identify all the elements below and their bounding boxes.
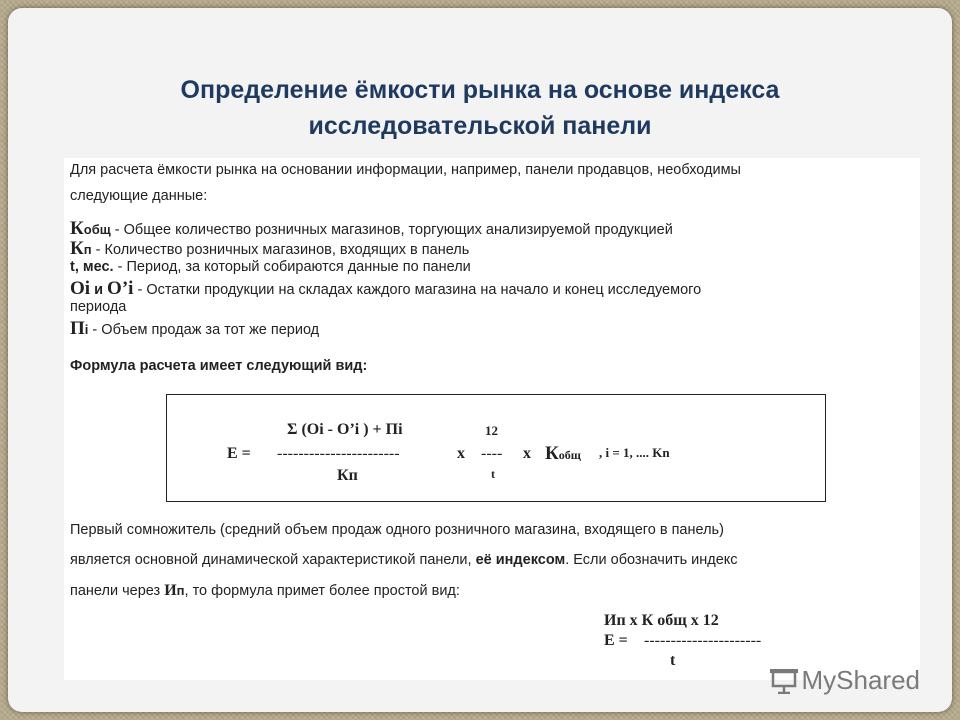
formula2-numerator: Ип х К общ х 12 bbox=[604, 612, 719, 629]
formula-kobsh: Кобщ bbox=[545, 443, 581, 464]
para-line-2: является основной динамической характеристикой панели, её индексом. Если обозначить индекс bbox=[70, 552, 738, 568]
def-pi: Пi - Объем продаж за тот же период bbox=[70, 318, 320, 339]
formula-times-1: х bbox=[457, 445, 465, 462]
def-kobsh: Кобщ - Общее количество розничных магазинов, торгующих анализируемой продукцией bbox=[70, 218, 673, 239]
def-oi: Оi и О’i - Остатки продукции на складах каждого магазина на начало и конец исследуемого bbox=[70, 278, 702, 299]
formula2-denominator: t bbox=[670, 652, 676, 669]
title-line-2: исследовательской панели bbox=[308, 112, 652, 140]
formula-numerator: Σ (Оi - О’i ) + Пi bbox=[287, 421, 403, 438]
slide-title bbox=[68, 72, 892, 144]
presentation-icon bbox=[770, 668, 798, 694]
watermark bbox=[770, 665, 921, 696]
formula-index-range: , i = 1, .... Kn bbox=[599, 445, 670, 460]
formula-lhs: Е = bbox=[227, 445, 251, 462]
para-line-1: Первый сомножитель (средний объем продаж одного розничного магазина, входящего в панель) bbox=[70, 522, 724, 538]
def-t: t, мес. - Период, за который собираются данные по панели bbox=[70, 259, 471, 275]
para-line-3: панели через Ип, то формула примет более простой вид: bbox=[70, 582, 460, 599]
formula-times-2: х bbox=[523, 445, 531, 462]
formula-12: 12 bbox=[485, 423, 498, 438]
formula-fraction-line: ----------------------- bbox=[277, 445, 400, 462]
title-line-1: Определение ёмкости рынка на основе индекса bbox=[180, 76, 780, 104]
formula-t: t bbox=[491, 467, 495, 481]
formula-heading: Формула расчета имеет следующий вид: bbox=[70, 358, 368, 374]
formula-fraction-line-2: ---- bbox=[481, 445, 503, 462]
watermark-text: MyShared bbox=[801, 665, 920, 695]
def-period: периода bbox=[70, 299, 127, 315]
formula2-fraction-line: ---------------------- bbox=[644, 632, 762, 649]
formula2-lhs: Е = bbox=[604, 632, 628, 649]
document-image bbox=[64, 158, 920, 680]
intro-line-1: Для расчета ёмкости рынка на основании информации, например, панели продавцов, необходимы bbox=[70, 162, 741, 178]
intro-line-2: следующие данные: bbox=[70, 188, 208, 204]
def-kn: Кп - Количество розничных магазинов, входящих в панель bbox=[70, 238, 470, 259]
formula-box bbox=[166, 394, 826, 502]
formula-denominator: Кп bbox=[337, 467, 358, 484]
